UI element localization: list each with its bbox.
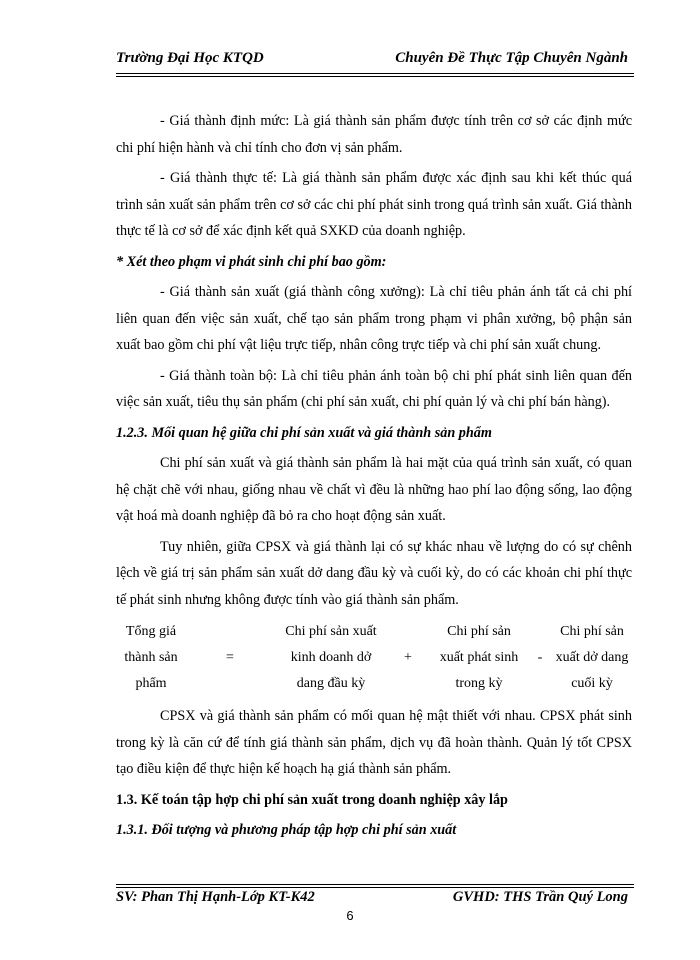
formula-plus: + (404, 650, 412, 665)
paragraph-standard-cost: - Giá thành định mức: Là giá thành sản phẩm được tính trên cơ sở các định mức chi phí hiện hành và chỉ tính cho đơn vị sản phẩm. (116, 113, 632, 156)
section-heading-1-3: 1.3. Kế toán tập hợp chi phí sản xuất trong doanh nghiệp xây lắp (116, 791, 508, 808)
formula-term-line: trong kỳ (455, 676, 503, 691)
paragraph-total-cost: - Giá thành toàn bộ: Là chỉ tiêu phản ánh toàn bộ chi phí phát sinh liên quan đến việc sản xuất, tiêu thụ sản phẩm (chi phí sản xuất, chi phí quản lý và chi phí bán hàng). (116, 367, 632, 410)
paragraph-relationship: Chi phí sản xuất và giá thành sản phẩm là hai mặt của quá trình sản xuất, có quan hệ chặt chẽ với nhau, giống nhau về chất vì đều là những hao phí lao động sống, lao động vật hoá mà doanh nghiệp đã bỏ ra cho hoạt động sản xuất. (116, 455, 632, 524)
page-body (116, 108, 632, 848)
header-rule (116, 73, 634, 74)
header-rule-thin (116, 76, 634, 77)
cost-formula (116, 619, 632, 699)
paragraph-difference: Tuy nhiên, giữa CPSX và giá thành lại có sự khác nhau về lượng do có sự chênh lệch về giá trị sản phẩm sản xuất dở dang đầu kỳ và cuối kỳ, do có các khoản chi phí thực tế phát sinh nhưng không được tính vào giá thành sản phẩm. (116, 538, 632, 608)
formula-total-cost (116, 619, 186, 697)
footer-rule (116, 887, 634, 888)
formula-equals: = (226, 650, 234, 665)
formula-term-line: Tổng giá (125, 624, 177, 639)
formula-period-cost (422, 619, 536, 697)
formula-term-line: Chi phí sản (560, 624, 624, 639)
formula-opening-wip (266, 619, 396, 697)
formula-term-line: cuối kỳ (571, 676, 613, 691)
section-heading-1-2-3: 1.2.3. Mối quan hệ giữa chi phí sản xuất và giá thành sản phẩm (116, 424, 492, 441)
formula-term-line: kinh doanh dở (290, 650, 372, 665)
formula-term-line: thành sản (124, 650, 178, 665)
footer-rule-thin (116, 884, 634, 885)
header-school: Trường Đại Học KTQD (116, 50, 264, 66)
footer-advisor: GVHD: THS Trần Quý Long (452, 889, 628, 905)
page-number: 6 (346, 908, 354, 923)
paragraph-production-cost: - Giá thành sản xuất (giá thành công xưởng): Là chỉ tiêu phản ánh tất cả chi phí liên quan đến việc sản xuất, chế tạo sản phẩm trong phạm vi phân xưởng, bộ phận sản xuất bao gồm chi phí vật liệu trực tiếp, nhân công trực tiếp và chi phí sản xuất chung. (116, 284, 632, 353)
formula-term-line: xuất dở dang (555, 650, 629, 665)
formula-closing-wip (548, 619, 636, 697)
formula-term-line: Chi phí sản xuất (285, 624, 377, 639)
formula-minus: - (537, 650, 543, 665)
section-heading-1-3-1: 1.3.1. Đối tượng và phương pháp tập hợp chi phí sản xuất (116, 822, 457, 838)
footer-student: SV: Phan Thị Hạnh-Lớp KT-K42 (116, 889, 315, 905)
page-header (116, 50, 628, 72)
header-report-title: Chuyên Đề Thực Tập Chuyên Ngành (395, 50, 628, 66)
formula-term-line: xuất phát sinh (439, 650, 519, 665)
paragraph-actual-cost: - Giá thành thực tế: Là giá thành sản phẩm được xác định sau khi kết thúc quá trình sản xuất sản phẩm trên cơ sở các chi phí phát sinh trong quá trình sản xuất. Giá thành thực tế là cơ sở để xác định kết quả SXKD của doanh nghiệp. (116, 170, 632, 239)
heading-scope: * Xét theo phạm vi phát sinh chi phí bao gồm: (116, 253, 387, 270)
formula-term-line: phẩm (135, 676, 167, 691)
paragraph-close-relationship: CPSX và giá thành sản phẩm có mối quan hệ mật thiết với nhau. CPSX phát sinh trong kỳ là căn cứ để tính giá thành sản phẩm, dịch vụ đã hoàn thành. Quản lý tốt CPSX tạo điều kiện để thực hiện kế hoạch hạ giá thành sản phẩm. (116, 708, 632, 777)
formula-term-line: dang đầu kỳ (296, 676, 366, 691)
formula-term-line: Chi phí sản (447, 624, 511, 639)
